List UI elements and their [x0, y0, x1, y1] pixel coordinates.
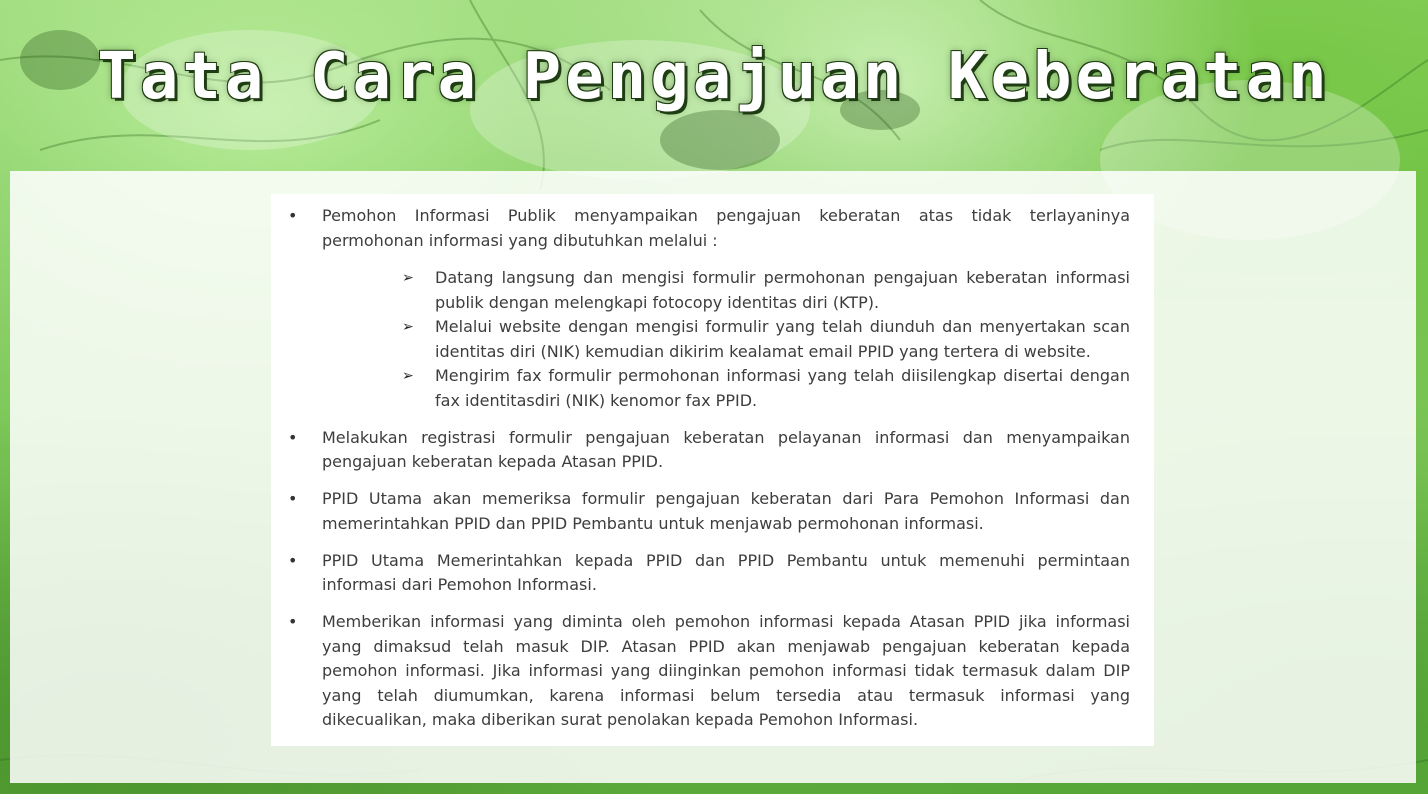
arrow-bullet-icon: ➢ [402, 319, 414, 335]
bullet-icon: • [288, 206, 298, 225]
list-item [288, 487, 1130, 536]
list-item [288, 610, 1130, 733]
step-text: PPID Utama akan memeriksa formulir pengajuan keberatan dari Para Pemohon Informasi dan memerintahkan PPID dan PPID Pembantu untuk menjawab permohonan informasi. [322, 489, 1130, 533]
sublist-item [402, 266, 1130, 315]
step-text: Memberikan informasi yang diminta oleh pemohon informasi kepada Atasan PPID jika informasi yang dimaksud telah masuk DIP. Atasan PPID akan menjawab pengajuan keberatan kepada pemohon informasi. Jika informasi yang diinginkan pemohon informasi tidak termasuk dalam DIP yang telah diumumkan, karena informasi belum tersedia atau termasuk informasi yang dikecualikan, maka diberikan surat penolakan kepada Pemohon Informasi. [322, 612, 1130, 729]
substep-text: Mengirim fax formulir permohonan informasi yang telah diisilengkap disertai dengan fax identitasdiri (NIK) kenomor fax PPID. [435, 366, 1130, 410]
list-item [288, 426, 1130, 475]
bullet-icon: • [288, 550, 298, 570]
step-text: PPID Utama Memerintahkan kepada PPID dan PPID Pembantu untuk memenuhi permintaan informasi dari Pemohon Informasi. [322, 550, 1130, 594]
substep-text: Datang langsung dan mengisi formulir permohonan pengajuan keberatan informasi publik dengan melengkapi fotocopy identitas diri (KTP). [435, 268, 1130, 312]
procedure-content [271, 194, 1154, 746]
sublist [322, 266, 1130, 413]
arrow-bullet-icon: ➢ [402, 270, 414, 286]
procedure-list [288, 204, 1130, 733]
substep-text: Melalui website dengan mengisi formulir yang telah diunduh dan menyertakan scan identitas diri (NIK) kemudian dikirim kealamat email PPID yang tertera di website. [435, 317, 1130, 361]
page-title: Tata Cara Pengajuan Keberatan [97, 40, 1331, 114]
sublist-item [402, 364, 1130, 413]
bullet-icon: • [288, 612, 298, 631]
bullet-icon: • [288, 427, 298, 447]
sublist-item [402, 315, 1130, 364]
arrow-bullet-icon: ➢ [402, 368, 414, 384]
list-item [288, 549, 1130, 598]
step-text: Pemohon Informasi Publik menyampaikan pengajuan keberatan atas tidak terlayaninya permohonan informasi yang dibutuhkan melalui : [322, 206, 1130, 250]
step-text: Melakukan registrasi formulir pengajuan keberatan pelayanan informasi dan menyampaikan pengajuan keberatan kepada Atasan PPID. [322, 427, 1130, 471]
list-item [288, 204, 1130, 413]
bullet-icon: • [288, 489, 298, 508]
